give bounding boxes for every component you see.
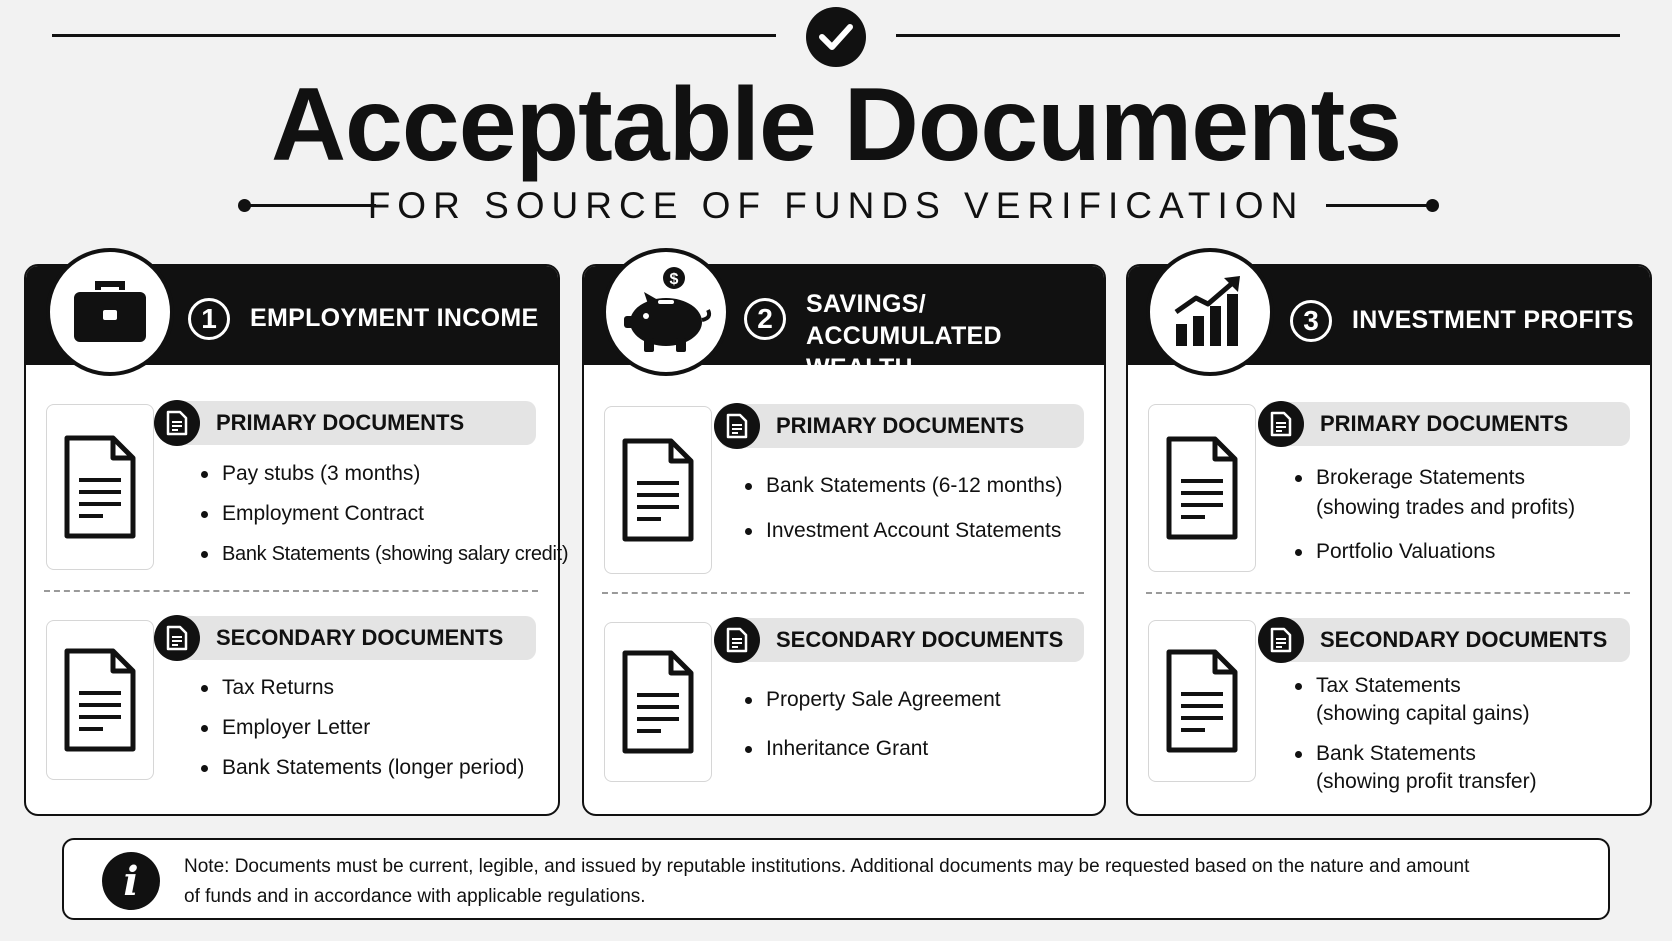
info-icon: i [102, 852, 160, 910]
document-thumbnail [46, 620, 154, 780]
list-item: Bank Statements [1316, 740, 1476, 768]
note-box [62, 838, 1610, 920]
header-rule-left [52, 34, 776, 37]
card-title: EMPLOYMENT INCOME [250, 304, 539, 332]
secondary-documents-label: SECONDARY DOCUMENTS [216, 625, 504, 650]
card-number: 2 [744, 298, 786, 340]
card-investment-profits [1126, 264, 1652, 816]
card-employment-income [24, 264, 569, 816]
note-text [184, 852, 1564, 912]
section-divider [602, 592, 1084, 594]
primary-documents-label: PRIMARY DOCUMENTS [216, 410, 465, 435]
document-icon [714, 403, 760, 449]
document-icon [714, 617, 760, 663]
primary-documents-label: PRIMARY DOCUMENTS [1320, 411, 1569, 436]
list-item: Bank Statements (showing salary credit) [222, 540, 568, 568]
document-icon [1258, 617, 1304, 663]
document-thumbnail [1148, 620, 1256, 782]
list-item: Bank Statements (longer period) [222, 754, 524, 782]
card-title-line2: ACCUMULATED WEALTH [806, 322, 1002, 382]
list-item: Bank Statements (6-12 months) [766, 472, 1062, 500]
svg-text:$: $ [669, 271, 679, 288]
list-item-continuation: (showing capital gains) [1316, 702, 1530, 725]
document-icon [1258, 401, 1304, 447]
list-item: Portfolio Valuations [1316, 538, 1495, 566]
card-number: 3 [1290, 300, 1332, 342]
section-divider [1146, 592, 1630, 594]
list-item: Inheritance Grant [766, 735, 928, 763]
card-title: SAVINGS/ [806, 290, 927, 318]
primary-documents-label: PRIMARY DOCUMENTS [776, 413, 1025, 438]
list-item: Property Sale Agreement [766, 686, 1001, 714]
section-divider [44, 590, 538, 592]
header-rule-right [896, 34, 1620, 37]
list-item: Employer Letter [222, 714, 370, 742]
document-icon [154, 400, 200, 446]
list-item-continuation: (showing profit transfer) [1316, 770, 1537, 793]
card-savings-accumulated-wealth [582, 264, 1106, 816]
piggy-bank-icon [602, 248, 730, 376]
document-thumbnail [1148, 404, 1256, 572]
card-title: INVESTMENT PROFITS [1352, 306, 1634, 334]
document-thumbnail [46, 404, 154, 570]
note-line-1: Note: Documents must be current, legible, and issued by reputable institutions. Additional documents may be requested based on the nature and amount [184, 856, 1470, 877]
growth-chart-icon [1146, 248, 1274, 376]
checkmark-icon [806, 7, 866, 67]
list-item-continuation: (showing trades and profits) [1316, 496, 1576, 519]
list-item: Investment Account Statements [766, 517, 1061, 545]
briefcase-icon [46, 248, 174, 376]
list-item: Pay stubs (3 months) [222, 460, 420, 488]
document-thumbnail [604, 406, 712, 574]
secondary-documents-label: SECONDARY DOCUMENTS [1320, 627, 1608, 652]
card-number: 1 [188, 298, 230, 340]
page-title: Acceptable Documents [270, 67, 1402, 183]
secondary-documents-label: SECONDARY DOCUMENTS [776, 627, 1064, 652]
page-subtitle: FOR SOURCE OF FUNDS VERIFICATION [367, 185, 1305, 226]
document-thumbnail [604, 622, 712, 782]
document-icon [154, 615, 200, 661]
list-item: Tax Returns [222, 674, 334, 702]
list-item: Brokerage Statements [1316, 464, 1525, 492]
list-item: Tax Statements [1316, 672, 1461, 700]
list-item: Employment Contract [222, 500, 424, 528]
note-line-2: of funds and in accordance with applicable regulations. [184, 886, 646, 907]
